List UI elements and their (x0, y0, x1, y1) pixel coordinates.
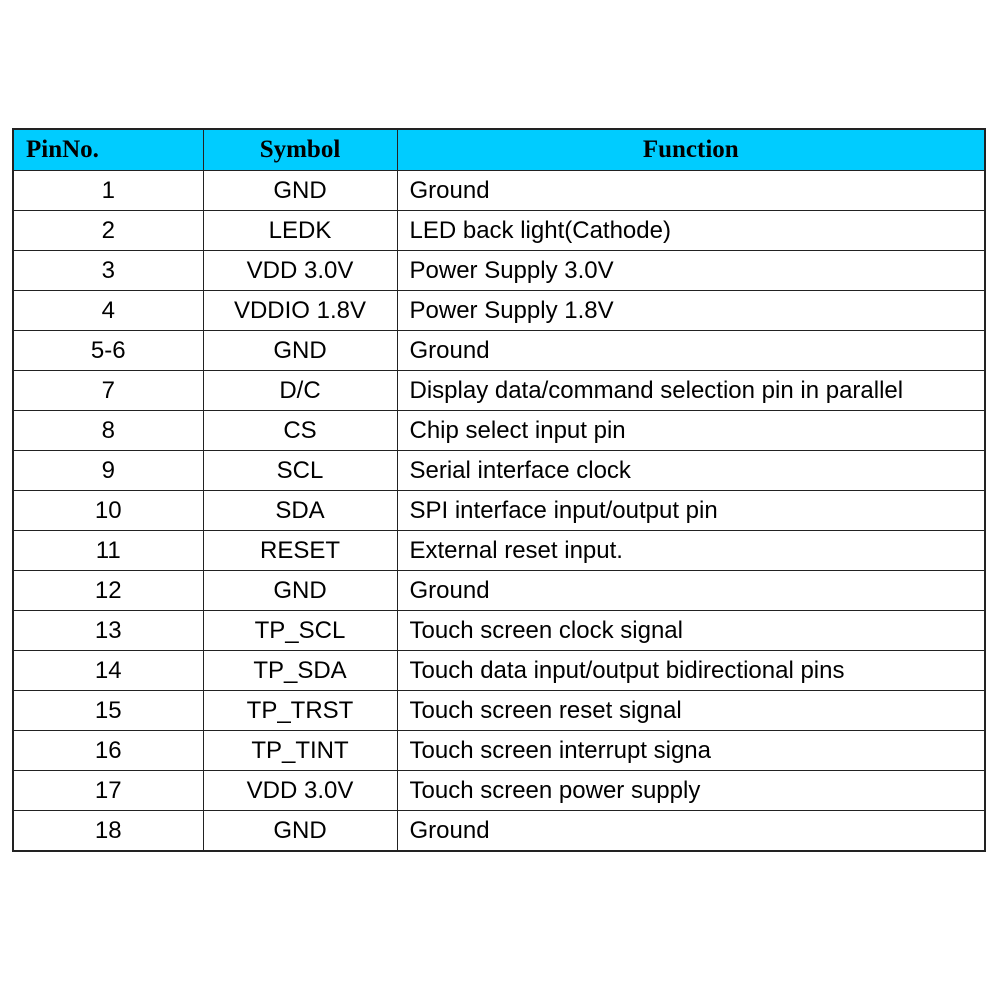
function-cell: Serial interface clock (397, 451, 985, 491)
function-cell: External reset input. (397, 531, 985, 571)
table-row (13, 611, 985, 651)
pin-number-cell: 3 (13, 251, 203, 291)
pin-number-cell: 16 (13, 731, 203, 771)
symbol-cell: D/C (203, 371, 397, 411)
table-row (13, 171, 985, 211)
table-row (13, 651, 985, 691)
pin-number-cell: 14 (13, 651, 203, 691)
header-row (13, 129, 985, 171)
pin-number-cell: 12 (13, 571, 203, 611)
pin-number-cell: 4 (13, 291, 203, 331)
symbol-cell: VDD 3.0V (203, 771, 397, 811)
symbol-cell: TP_TRST (203, 691, 397, 731)
symbol-cell: GND (203, 331, 397, 371)
symbol-cell: VDDIO 1.8V (203, 291, 397, 331)
function-cell: Ground (397, 171, 985, 211)
header-function: Function (397, 129, 985, 171)
function-cell: Ground (397, 811, 985, 852)
table-row (13, 451, 985, 491)
symbol-cell: VDD 3.0V (203, 251, 397, 291)
function-cell: Touch data input/output bidirectional pins (397, 651, 985, 691)
table-row (13, 731, 985, 771)
function-cell: LED back light(Cathode) (397, 211, 985, 251)
table-row (13, 691, 985, 731)
symbol-cell: LEDK (203, 211, 397, 251)
pin-number-cell: 1 (13, 171, 203, 211)
pin-number-cell: 8 (13, 411, 203, 451)
symbol-cell: TP_TINT (203, 731, 397, 771)
symbol-cell: GND (203, 571, 397, 611)
pin-number-cell: 5-6 (13, 331, 203, 371)
table-body (13, 171, 985, 852)
symbol-cell: CS (203, 411, 397, 451)
pin-number-cell: 17 (13, 771, 203, 811)
pin-number-cell: 9 (13, 451, 203, 491)
function-cell: Power Supply 1.8V (397, 291, 985, 331)
table-row (13, 251, 985, 291)
pin-number-cell: 11 (13, 531, 203, 571)
function-cell: Display data/command selection pin in parallel (397, 371, 985, 411)
function-cell: Touch screen reset signal (397, 691, 985, 731)
header-symbol: Symbol (203, 129, 397, 171)
pin-number-cell: 15 (13, 691, 203, 731)
pin-number-cell: 18 (13, 811, 203, 852)
table-row (13, 211, 985, 251)
header-pin-no: PinNo. (13, 129, 203, 171)
table-row (13, 291, 985, 331)
pin-number-cell: 13 (13, 611, 203, 651)
symbol-cell: TP_SCL (203, 611, 397, 651)
function-cell: Ground (397, 571, 985, 611)
table-row (13, 371, 985, 411)
pin-number-cell: 7 (13, 371, 203, 411)
symbol-cell: RESET (203, 531, 397, 571)
function-cell: Ground (397, 331, 985, 371)
symbol-cell: TP_SDA (203, 651, 397, 691)
function-cell: Chip select input pin (397, 411, 985, 451)
function-cell: Power Supply 3.0V (397, 251, 985, 291)
function-cell: Touch screen power supply (397, 771, 985, 811)
table-row (13, 571, 985, 611)
symbol-cell: GND (203, 171, 397, 211)
table-row (13, 531, 985, 571)
pin-number-cell: 10 (13, 491, 203, 531)
pin-number-cell: 2 (13, 211, 203, 251)
symbol-cell: SCL (203, 451, 397, 491)
table-row (13, 331, 985, 371)
table-row (13, 491, 985, 531)
symbol-cell: GND (203, 811, 397, 852)
table-row (13, 811, 985, 852)
pin-definition-table (12, 128, 986, 852)
symbol-cell: SDA (203, 491, 397, 531)
table-row (13, 771, 985, 811)
table-row (13, 411, 985, 451)
function-cell: Touch screen interrupt signa (397, 731, 985, 771)
function-cell: SPI interface input/output pin (397, 491, 985, 531)
function-cell: Touch screen clock signal (397, 611, 985, 651)
